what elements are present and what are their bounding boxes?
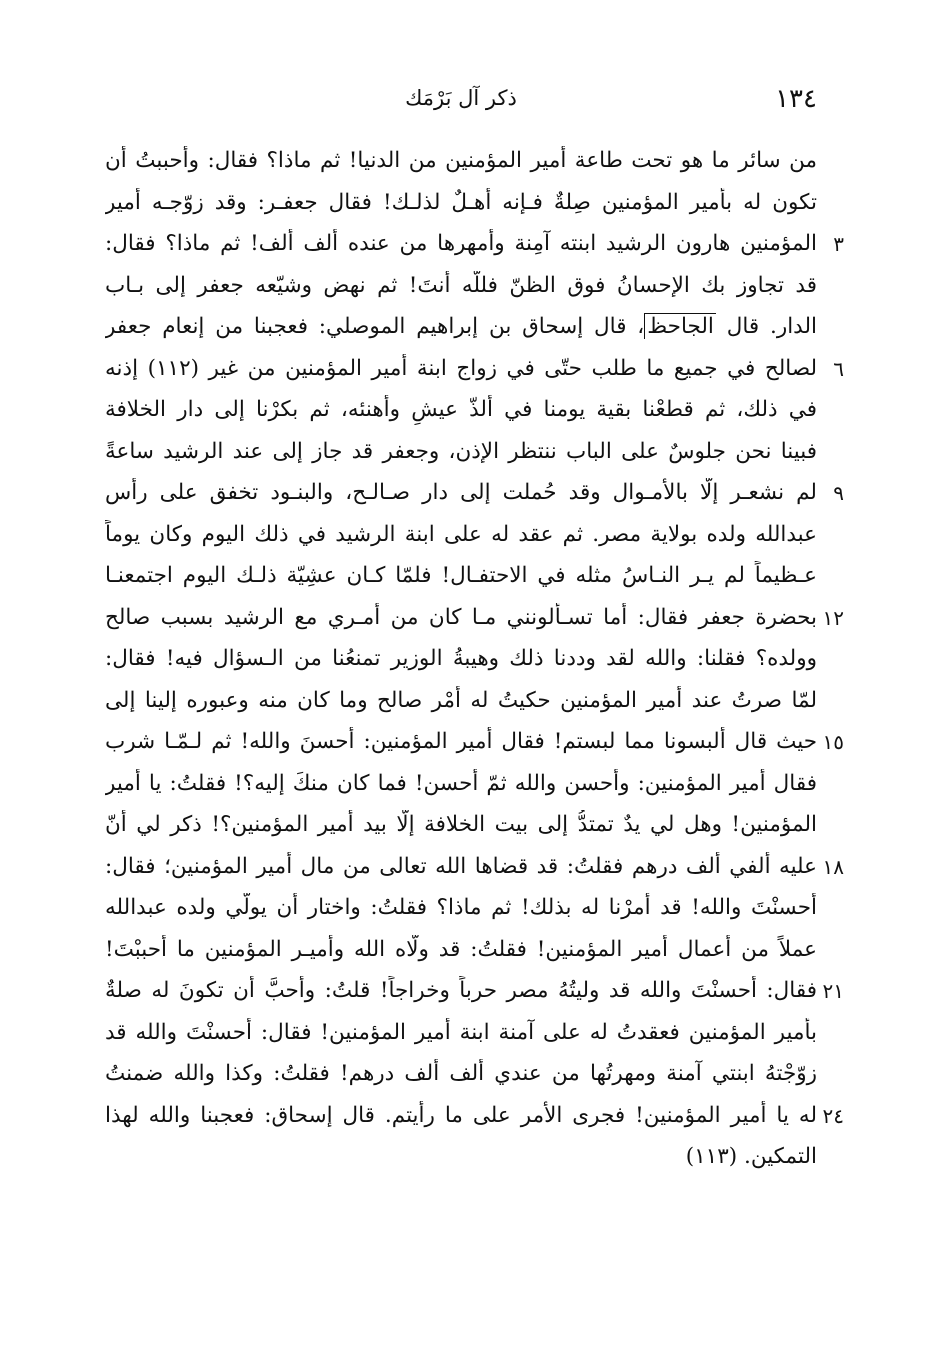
line-text: لمّا صرتُ عند أمير المؤمنين حكيتُ له أمْر صالح وما كان منه وعبوره إلينا إلى — [105, 687, 817, 713]
page-number: ١٣٤ — [775, 84, 817, 114]
line-number: ٢٤ — [822, 1103, 844, 1128]
text-line — [0, 972, 946, 1014]
line-text: المؤمنين هارون الرشيد ابنته آمِنة وأمهرها من عنده ألف ألف! ثم ماذا؟ فقال: — [105, 231, 817, 256]
text-line — [0, 350, 946, 392]
text-line — [0, 682, 946, 724]
line-text-end: ، قال إسحاق بن إبراهيم الموصلي: فعجبنا من إنعام جعفر — [105, 314, 645, 339]
text-line — [0, 225, 946, 267]
text-line — [0, 308, 946, 350]
line-text: عملاً من أعمال أمير المؤمنين! فقلتُ: قد ولّاه الله وأميـر المؤمنين ما أحببْتَ! — [105, 936, 817, 962]
text-line — [0, 640, 946, 682]
line-number: ١٨ — [822, 854, 844, 879]
text-line — [0, 184, 946, 226]
text-line — [0, 474, 946, 516]
line-text: قد تجاوز بك الإحسانُ فوق الظنّ فللّه أنتَ! ثم نهض وشيّعه جعفر إلى بـاب — [105, 272, 817, 298]
body-text — [0, 142, 946, 1180]
line-text: فقال: أحسنْتَ والله قد وليتُهُ مصر حرباً وخراجاً! قلتُ: وأحبَّ أن تكونَ له صلةٌ — [105, 978, 817, 1003]
line-text: فبينا نحن جلوسٌ على الباب ننتظر الإذن، وجعفر قد جاز إلى عند الرشيد ساعةً — [105, 438, 817, 464]
page-header — [105, 80, 817, 120]
line-text: عليه ألفي ألف درهم فقلتُ: قد قضاها الله تعالى من مال أمير المؤمنين؛ فقال: — [105, 853, 817, 879]
line-number: ٦ — [833, 356, 844, 381]
line-text-start: الدار. قال — [715, 314, 817, 339]
line-text: عـظيماً لم يـر النـاسُ مثله في الاحتفـال! فلمّا كـان عشِيّة ذلـك اليوم اجتمعنـا — [105, 563, 817, 588]
text-line — [0, 267, 946, 309]
text-line — [0, 848, 946, 890]
line-text: بأمير المؤمنين فعقدتُ له على آمنة ابنة أمير المؤمنين! فقال: أحسنْتَ والله قد — [105, 1019, 817, 1045]
line-text-final: التمكين. (١١٣) — [685, 1144, 817, 1169]
text-line — [0, 391, 946, 433]
line-text: لم نشعـر إلّا بالأمـوال وقد حُملت إلى دار صـالـح، والبنـود تخفق على رأس — [105, 480, 817, 505]
line-text — [105, 312, 817, 342]
line-text: لصالح في جميع ما طلب حتّى في زواج ابنة أمير المؤمنين من غير (١١٢) إذنه — [105, 355, 817, 381]
line-number: ٩ — [833, 481, 844, 505]
text-line — [0, 889, 946, 931]
line-text: بحضرة جعفر فقال: أما تسـألونني مـا كان من أمـري مع الرشيد بسبب صالح — [105, 604, 817, 630]
line-text: زوّجْتهُ ابنتي آمنة ومهرتُها من عندي ألف ألف درهم! فقلتُ: وكذا والله ضمنتُ — [105, 1061, 817, 1086]
text-line — [0, 1055, 946, 1097]
line-number: ١٥ — [822, 730, 844, 754]
text-line — [0, 599, 946, 641]
line-text: وولده؟ فقلنا: والله لقد وددنا ذلك وهيبةُ الوزير تمنعُنا من الـسؤال فيه! فقال: — [105, 646, 817, 671]
text-line — [0, 806, 946, 848]
text-line — [0, 557, 946, 599]
line-text: له يا أمير المؤمنين! فجرى الأمر على ما رأيتم. قال إسحاق: فعجبنا والله لهذا — [105, 1102, 817, 1128]
text-line — [0, 723, 946, 765]
line-text: من سائر ما هو تحت طاعة أمير المؤمنين من الدنيا! ثم ماذا؟ فقال: وأحببتُ أن — [105, 148, 817, 173]
text-line — [0, 142, 946, 184]
boxed-name-jahiz: الجاحظ — [644, 313, 716, 339]
line-number: ٢١ — [822, 979, 844, 1003]
line-text: حيث قال ألبسونا مما لبستم! فقال أمير المؤمنين: أحسنَ والله! ثم لـمّـا شرب — [105, 729, 817, 754]
line-text: عبدالله ولده بولاية مصر. ثم عقد له على ابنة الرشيد في ذلك اليوم وكان يوماً — [105, 521, 817, 547]
text-line — [0, 516, 946, 558]
text-line — [0, 931, 946, 973]
line-text: فقال أمير المؤمنين: وأحسن والله ثمّ أحسن! فما كان منكَ إليه؟! فقلتُ: يا أمير — [105, 770, 817, 796]
line-text: في ذلك، ثم قطعْنا بقية يومنا في ألذّ عيشٍ وأهنئه، ثم بكرْنا إلى دار الخلافة — [105, 397, 817, 422]
text-line — [0, 765, 946, 807]
text-line — [0, 1097, 946, 1139]
line-number: ١٢ — [822, 605, 844, 630]
line-text: أحسنْتَ والله! قد أمرْنا له بذلك! ثم ماذا؟ فقلتُ: واختار أن يولّي ولده عبدالله — [105, 895, 817, 920]
line-text: تكون له بأمير المؤمنين صِلةٌ فـإنه أهـلٌ لذلـك! فقال جعفـر: وقد زوّجـه أمير — [105, 189, 817, 215]
running-title: ذكر آل بَرْمَك — [405, 86, 517, 110]
line-number: ٣ — [833, 232, 844, 256]
text-line — [0, 433, 946, 475]
text-line — [0, 1014, 946, 1056]
line-text: المؤمنين! وهل لي يدٌ تمتدُّ إلى بيت الخلافة إلّا بيد أمير المؤمنين؟! ذكر لي أنّ — [105, 812, 817, 837]
text-line — [0, 1138, 946, 1180]
